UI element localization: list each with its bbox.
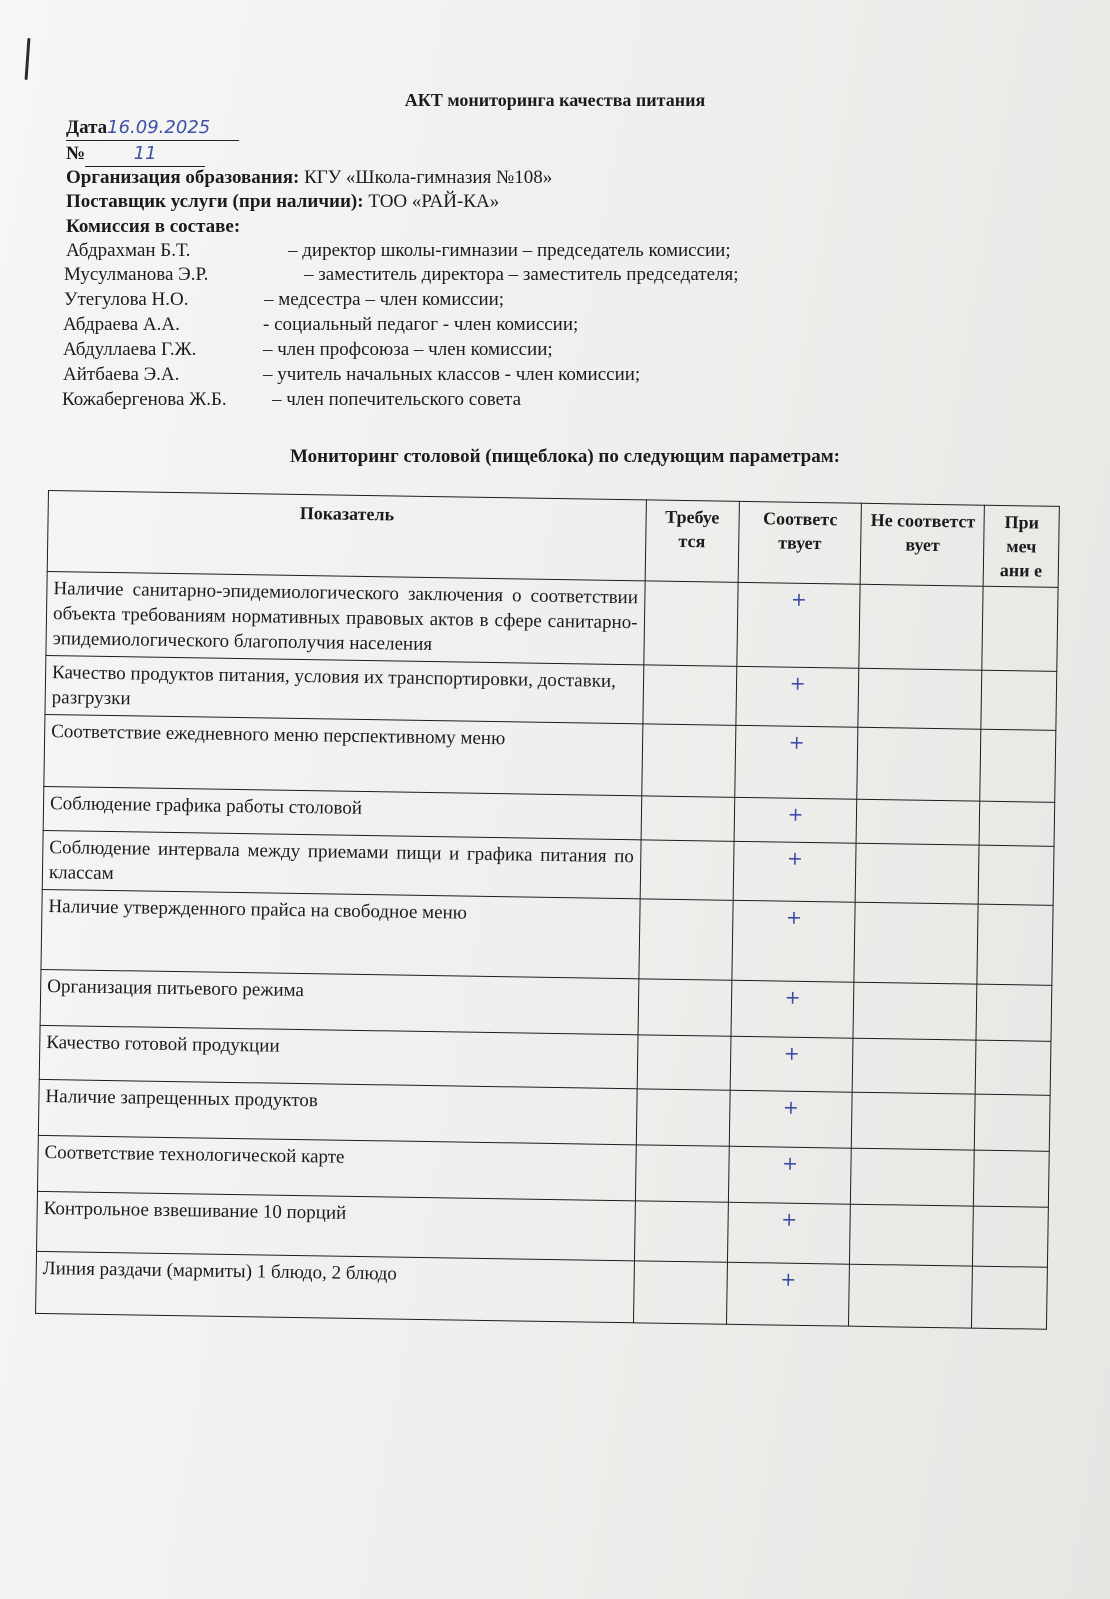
row-label: Соответствие ежедневного меню перспективному меню [44, 714, 643, 795]
row-label: Наличие утвержденного прайса на свободное меню [41, 889, 640, 978]
cell-required [634, 1201, 728, 1262]
member-name: Айтбаева Э.А. [63, 364, 180, 385]
table-row [46, 571, 1058, 671]
cell-complies-mark: + [732, 900, 856, 982]
cell-required [636, 1089, 730, 1146]
number-label: № [66, 143, 86, 164]
cell-complies-mark: + [731, 980, 855, 1038]
cell-complies-mark: + [729, 1090, 853, 1148]
cell-required [637, 1035, 731, 1090]
number-value: 11 [85, 142, 205, 167]
monitoring-title: Мониторинг столовой (пищеблока) по следующим параметрам: [290, 446, 840, 467]
cell-notes [976, 984, 1052, 1041]
date-line [66, 116, 239, 141]
organization-line [66, 166, 552, 190]
cell-notes [975, 1040, 1051, 1095]
supplier-value: ТОО «РАЙ-КА» [368, 191, 500, 212]
row-label: Организация питьевого режима [40, 969, 638, 1034]
document-title: АКТ мониторинга качества питания [404, 90, 706, 110]
cell-complies-mark: + [736, 666, 860, 727]
cell-not-complies [851, 1148, 975, 1206]
cell-required [643, 581, 737, 666]
cell-required [635, 1145, 729, 1202]
cell-not-complies [854, 902, 978, 984]
pen-mark [25, 38, 31, 80]
cell-required [638, 899, 732, 980]
header-indicator: Показатель [47, 491, 646, 581]
cell-complies-mark: + [737, 582, 861, 668]
row-label: Качество готовой продукции [39, 1025, 637, 1088]
member-name: Утегулова Н.О. [64, 289, 189, 310]
commission-member [66, 240, 731, 262]
cell-not-complies [857, 727, 981, 801]
cell-notes [973, 1206, 1049, 1267]
member-name: Абдрахман Б.Т. [66, 240, 191, 261]
number-line [66, 142, 205, 167]
row-label: Соответствие технологической карте [37, 1135, 635, 1200]
cell-not-complies [856, 843, 980, 904]
cell-complies-mark: + [733, 841, 857, 902]
row-label: Линия раздачи (мармиты) 1 блюдо, 2 блюдо [36, 1251, 634, 1322]
member-name: Абдраева А.А. [63, 314, 180, 335]
cell-not-complies [859, 584, 983, 670]
table-header-row [47, 491, 1059, 588]
cell-notes [972, 1266, 1048, 1329]
cell-notes [977, 904, 1053, 985]
commission-member [63, 339, 553, 361]
cell-not-complies [857, 799, 980, 845]
member-name: Кожабергенова Ж.Б. [62, 389, 227, 410]
cell-notes [982, 586, 1058, 671]
cell-required [641, 724, 735, 797]
member-role: – медсестра – член комиссии; [264, 289, 505, 310]
member-role: – директор школы-гимназии – председатель комиссии; [288, 240, 731, 261]
member-role: – член попечительского совета [272, 389, 522, 410]
member-role: – учитель начальных классов - член комиссии; [263, 364, 641, 385]
organization-label: Организация образования: [66, 167, 300, 188]
organization-value: КГУ «Школа-гимназия №108» [304, 167, 553, 188]
commission-label: Комиссия в составе: [66, 216, 241, 237]
header-not-complies: Не соответст вует [861, 503, 985, 586]
supplier-line [66, 190, 499, 214]
cell-not-complies [853, 1038, 977, 1094]
member-role: - социальный педагог - член комиссии; [263, 314, 579, 335]
cell-required [641, 796, 735, 841]
cell-complies-mark: + [726, 1262, 850, 1326]
cell-complies-mark: + [728, 1146, 852, 1204]
row-label: Соблюдение графика работы столовой [43, 786, 641, 839]
commission-member [62, 389, 522, 411]
date-label: Дата [66, 116, 107, 141]
cell-not-complies [850, 1204, 974, 1266]
row-label: Контрольное взвешивание 10 порций [37, 1191, 635, 1260]
member-name: Мусулманова Э.Р. [64, 264, 209, 285]
header-required: Требуе тся [645, 500, 739, 582]
cell-complies-mark: + [734, 797, 857, 843]
cell-notes [980, 729, 1056, 802]
cell-not-complies [849, 1264, 973, 1328]
cell-notes [975, 1094, 1051, 1151]
row-label: Качество продуктов питания, условия их транспортировки, доставки, разгрузки [45, 655, 643, 723]
cell-complies-mark: + [734, 725, 858, 799]
commission-member [63, 314, 579, 336]
member-role: – заместитель директора – заместитель председателя; [304, 264, 739, 285]
cell-notes [981, 670, 1057, 730]
cell-notes [979, 801, 1054, 846]
cell-notes [974, 1150, 1050, 1207]
date-value: 16.09.2025 [107, 116, 239, 141]
commission-member [64, 289, 505, 311]
cell-notes [978, 845, 1054, 905]
header-complies: Соответс твует [738, 501, 862, 584]
commission-member [64, 264, 739, 286]
monitoring-table [35, 490, 1060, 1330]
cell-complies-mark: + [730, 1036, 854, 1092]
cell-required [638, 979, 732, 1036]
commission-member [63, 364, 641, 386]
cell-required [633, 1261, 727, 1324]
cell-complies-mark: + [727, 1202, 851, 1264]
header-notes: При меч ани е [983, 505, 1059, 587]
cell-not-complies [852, 1092, 976, 1150]
cell-not-complies [853, 982, 977, 1040]
row-label: Наличие запрещенных продуктов [38, 1079, 636, 1144]
supplier-label: Поставщик услуги (при наличии): [66, 191, 364, 212]
member-role: – член профсоюза – член комиссии; [263, 339, 553, 360]
member-name: Абдуллаева Г.Ж. [63, 339, 197, 360]
cell-not-complies [858, 668, 982, 729]
cell-required [640, 840, 734, 900]
row-label: Наличие санитарно-эпидемиологического заключения о соответствии объекта требованиям нормативных правовых актов в сфере санитарно-эпидемиологического благополучия населения [46, 571, 645, 664]
row-label: Соблюдение интервала между приемами пищи и графика питания по классам [42, 830, 640, 898]
cell-required [642, 665, 736, 725]
